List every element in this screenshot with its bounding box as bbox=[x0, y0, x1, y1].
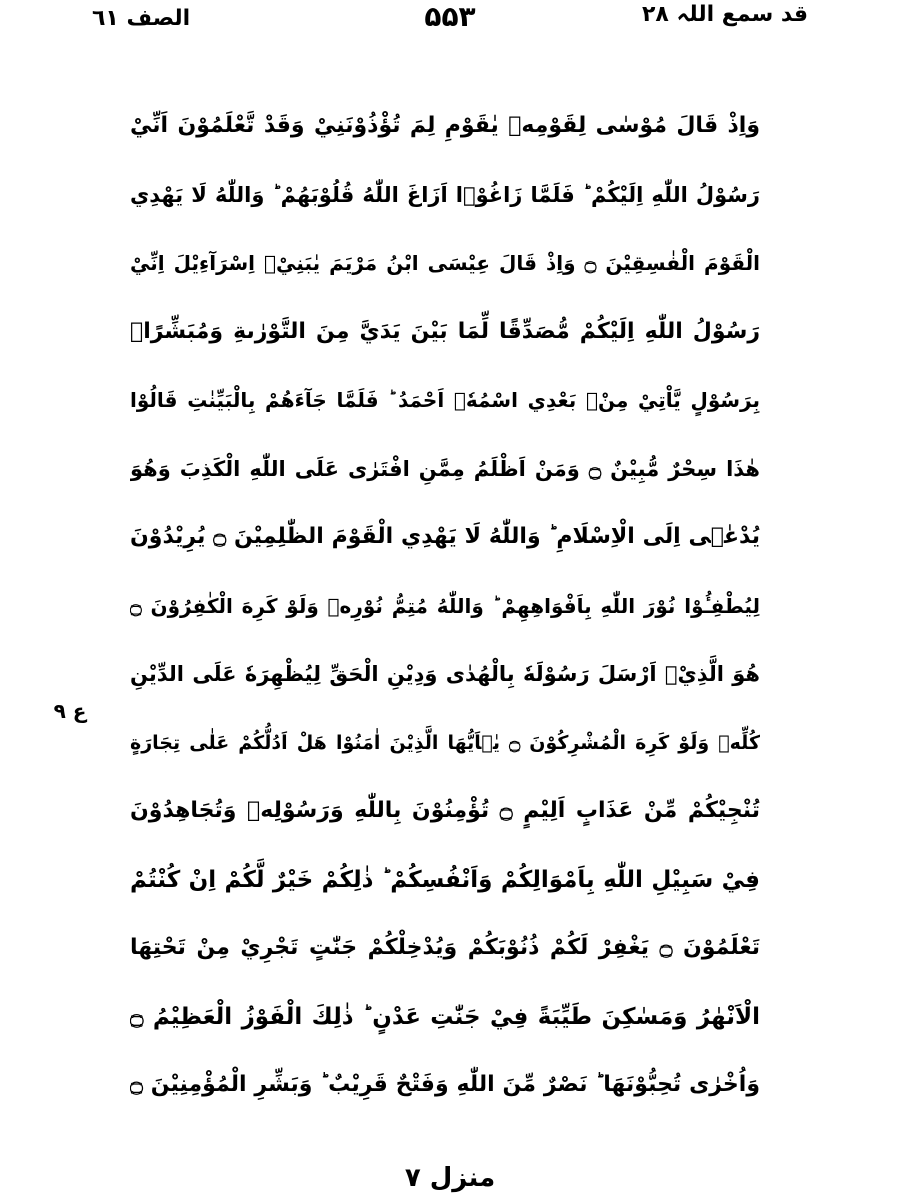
page-header bbox=[0, 0, 900, 40]
text-line: لِيُطْفِـُٔوْا نُوْرَ اللّٰهِ بِاَفْوَاهِهِمْ ؕ وَاللّٰهُ مُتِمُّ نُوْرِهٖ وَلَوْ كَرِهَ الْكٰفِرُوْنَ ۝ bbox=[130, 593, 760, 618]
text-line: تَعْلَمُوْنَ ۝ يَغْفِرْ لَكُمْ ذُنُوْبَكُمْ وَيُدْخِلْكُمْ جَنّٰتٍ تَجْرِيْ مِنْ تَحْتِهَا bbox=[130, 935, 760, 960]
text-line: فِيْ سَبِيْلِ اللّٰهِ بِاَمْوَالِكُمْ وَاَنْفُسِكُمْ ؕ ذٰلِكُمْ خَيْرٌ لَّكُمْ اِنْ كُنْتُمْ bbox=[130, 866, 760, 893]
text-line: هٰذَا سِحْرٌ مُّبِيْنٌ ۝ وَمَنْ اَظْلَمُ مِمَّنِ افْتَرٰى عَلَى اللّٰهِ الْكَذِبَ وَهُوَ bbox=[130, 456, 760, 481]
manzil-footer: منزل ۷ bbox=[404, 1163, 496, 1193]
page-number: ۵۵۳ bbox=[424, 0, 476, 33]
quran-text-block bbox=[130, 92, 760, 1120]
text-line: هُوَ الَّذِيْۤ اَرْسَلَ رَسُوْلَهٗ بِالْهُدٰى وَدِيْنِ الْحَقِّ لِيُظْهِرَهٗ عَلَى الدِّيْنِ bbox=[130, 662, 760, 686]
text-line: الْقَوْمَ الْفٰسِقِيْنَ ۝ وَاِذْ قَالَ عِيْسَى ابْنُ مَرْيَمَ يٰبَنِيْۤ اِسْرَآءِيْلَ اِنِّيْ bbox=[130, 251, 760, 275]
text-line: وَاِذْ قَالَ مُوْسٰى لِقَوْمِهٖ يٰقَوْمِ لِمَ تُؤْذُوْنَنِيْ وَقَدْ تَّعْلَمُوْنَ اَنِّيْ bbox=[130, 113, 760, 138]
text-line: رَسُوْلُ اللّٰهِ اِلَيْكُمْ ؕ فَلَمَّا زَاغُوْۤا اَزَاغَ اللّٰهُ قُلُوْبَهُمْ ؕ وَاللّٰهُ لَا يَهْدِي bbox=[130, 182, 760, 207]
text-line: بِرَسُوْلٍ يَّاْتِيْ مِنْۢ بَعْدِي اسْمُهٗۤ اَحْمَدُ ؕ فَلَمَّا جَآءَهُمْ بِالْبَيِّنٰتِ قَالُوْا bbox=[130, 388, 760, 412]
text-line: الْاَنْهٰرُ وَمَسٰكِنَ طَيِّبَةً فِيْ جَنّٰتِ عَدْنٍ ؕ ذٰلِكَ الْفَوْزُ الْعَظِيْمُ ۝ bbox=[130, 1003, 760, 1030]
juz-name: قد سمع اللہ ۲۸ bbox=[641, 2, 808, 27]
text-line: تُنْجِيْكُمْ مِّنْ عَذَابٍ اَلِيْمٍ ۝ تُؤْمِنُوْنَ بِاللّٰهِ وَرَسُوْلِهٖ وَتُجَاهِدُوْنَ bbox=[130, 798, 760, 823]
ruku-marker: ع ۹ bbox=[53, 699, 87, 723]
text-line: وَاُخْرٰى تُحِبُّوْنَهَا ؕ نَصْرٌ مِّنَ اللّٰهِ وَفَتْحٌ قَرِيْبٌ ؕ وَبَشِّرِ الْمُؤْمِنِيْنَ ۝ bbox=[130, 1072, 760, 1097]
text-line: يُدْعٰۤى اِلَى الْاِسْلَامِ ؕ وَاللّٰهُ لَا يَهْدِي الْقَوْمَ الظّٰلِمِيْنَ ۝ يُرِيْدُوْنَ bbox=[130, 524, 760, 549]
text-line: رَسُوْلُ اللّٰهِ اِلَيْكُمْ مُّصَدِّقًا لِّمَا بَيْنَ يَدَيَّ مِنَ التَّوْرٰىةِ وَمُبَشِّرًاۢ bbox=[130, 318, 760, 344]
surah-name: الصف ٦١ bbox=[92, 6, 191, 31]
text-line: كُلِّهٖ وَلَوْ كَرِهَ الْمُشْرِكُوْنَ ۝ يٰۤاَيُّهَا الَّذِيْنَ اٰمَنُوْا هَلْ اَدُلُّكُمْ عَلٰى تِجَارَةٍ bbox=[130, 731, 760, 754]
